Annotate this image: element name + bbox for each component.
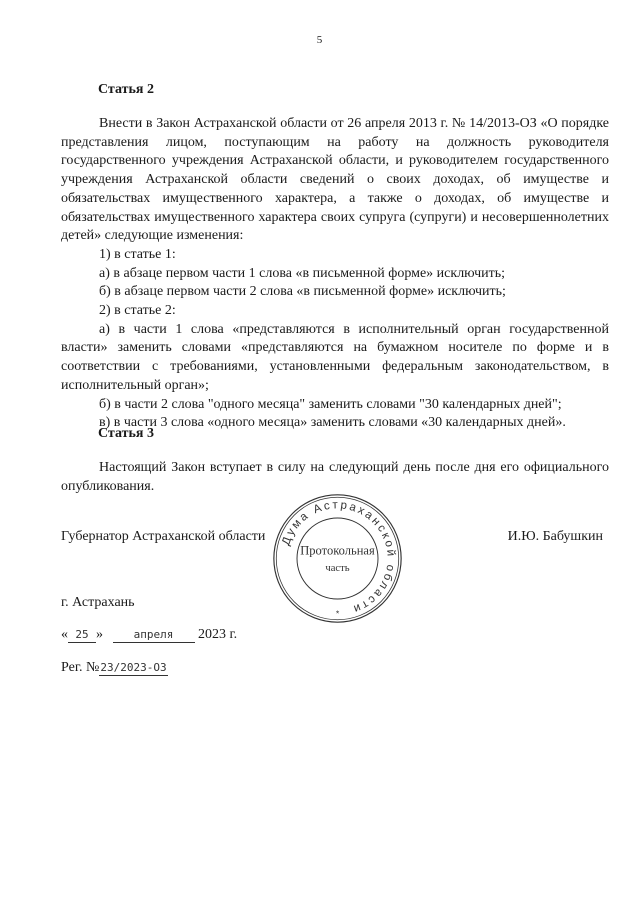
stamp-outer-ring-inner — [276, 497, 398, 619]
article-2-intro: Внести в Закон Астраханской области от 26 апреля 2013 г. № 14/2013-ОЗ «О порядке представления лицом, поступающим на работу на должность руководителя государственного учреждения Астраханской области, и руководителем государственного учреждения Астраханской области сведений о своих доходах, об имуществе и обязательствах имущественного характера, а также о доходах, об имуществе и обязательствах имущественного характера своих супруга (супруги) и несовершеннолетних детей» следующие изменения: — [61, 116, 609, 244]
stamp-center-line-2: часть — [325, 563, 350, 575]
stamp-inner-ring — [297, 518, 378, 599]
amendment-item: а) в абзаце первом части 1 слова «в письменной форме» исключить; — [99, 265, 506, 281]
amendment-item: в) в части 3 слова «одного месяца» заменить словами «30 календарных дней». — [99, 415, 566, 431]
date-month: апреля — [113, 628, 195, 643]
date-year: 2023 г. — [198, 627, 238, 642]
amendment-item: б) в абзаце первом части 2 слова «в письменной форме» исключить; — [99, 284, 506, 300]
registration-number: 23/2023-ОЗ — [100, 661, 167, 674]
signing-date — [61, 627, 237, 643]
article-2-heading: Статья 2 — [98, 82, 154, 97]
date-open-quote: « — [61, 627, 68, 642]
page-number: 5 — [316, 34, 323, 46]
duma-stamp — [270, 491, 405, 626]
date-close-quote: » — [96, 627, 103, 642]
amendment-item: 2) в статье 2: — [99, 303, 176, 319]
article-3-heading: Статья 3 — [98, 426, 154, 441]
stamp-ring-text: Дума Астраханской области — [280, 499, 397, 616]
amendment-item: 1) в статье 1: — [99, 246, 176, 262]
stamp-star: * — [335, 608, 340, 619]
date-day: 25 — [68, 628, 96, 643]
stamp-center-line-1: Протокольная — [300, 543, 375, 558]
governor-title: Губернатор Астраханской области — [61, 529, 266, 544]
registration-line — [61, 660, 168, 676]
article-2-body — [61, 115, 609, 433]
amendment-item: а) в части 1 слова «представляются в исполнительный орган государственной власти» заменить словами «представляются на бумажном носителе по форме и в соответствии с требованиями, установленными федеральным законодательством, в исполнительный орган»; — [61, 321, 609, 393]
amendment-item: б) в части 2 слова "одного месяца" заменить словами "30 календарных дней"; — [99, 396, 562, 412]
governor-name: И.Ю. Бабушкин — [507, 529, 603, 544]
city: г. Астрахань — [61, 595, 135, 610]
article-3-text: Настоящий Закон вступает в силу на следующий день после дня его официального опубликования. — [61, 460, 609, 494]
stamp-outer-ring — [274, 495, 401, 622]
registration-label: Рег. № — [61, 660, 100, 675]
